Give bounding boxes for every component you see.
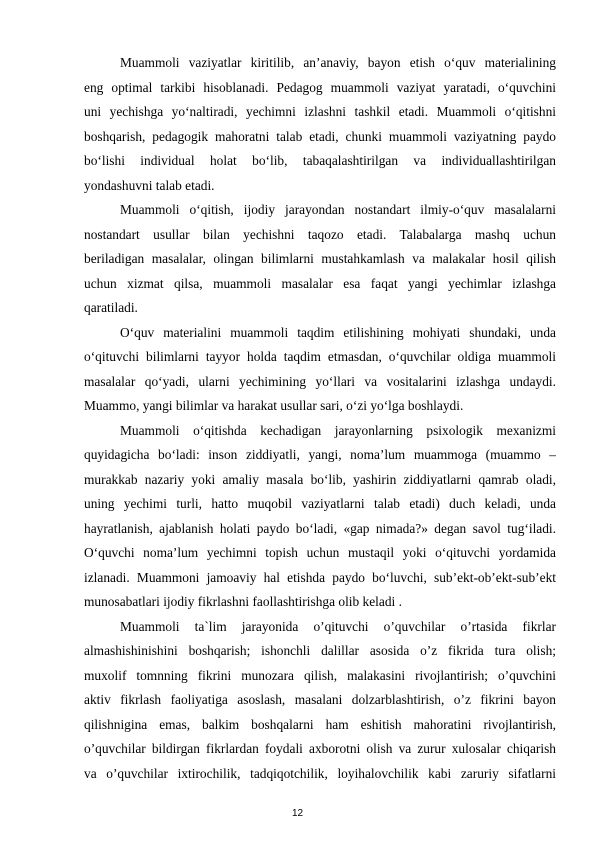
text-line: qilishnigina emas, balkim boshqalarni ham eshitish mahoratini rivojlantirish, — [84, 716, 556, 732]
text-line: Muammo, yangi bilimlar va harakat usullar sari, o‘zi yo‘lga boshlaydi. — [84, 398, 464, 413]
text-line: bo‘lishi individual holat bo‘lib, tabaqalashtirilgan va individuallashtirilgan — [84, 153, 556, 168]
text-line: O‘quv materialini muammoli taqdim etilishining mohiyati shundaki, unda — [120, 324, 556, 340]
text-line: uning yechimi turli, hatto muqobil vaziyatlarni talab etadi) duch keladi, unda — [84, 496, 556, 511]
text-line: aktiv fikrlash faoliyatiga asoslash, masalani dolzarblashtirish, o’z fikrini bayon — [84, 692, 556, 707]
text-line: muxolif tomnning fikrini munozara qilish, malakasini rivojlantirish; o’quvchini — [84, 667, 556, 683]
text-line: uni yechishga yo‘naltiradi, yechimni izlashni tashkil etadi. Muammoli o‘qitishni — [84, 104, 556, 119]
text-line: Muammoli o‘qitishda kechadigan jarayonlarning psixologik mexanizmi — [120, 422, 556, 438]
text-line: eng optimal tarkibi hisoblanadi. Pedagog muammoli vaziyat yaratadi, o‘quvchini — [84, 79, 556, 95]
text-line: O‘quvchi noma’lum yechimni topish uchun mustaqil yoki o‘qituvchi yordamida — [84, 545, 556, 560]
text-line: beriladigan masalalar, olingan bilimlarni mustahkamlash va malakalar hosil qilish — [84, 251, 556, 266]
text-line: munosabatlari ijodiy fikrlashni faollashtirishga olib keladi . — [84, 594, 402, 609]
text-line: o‘qituvchi bilimlarni tayyor holda taqdim etmasdan, o‘quvchilar oldiga muammoli — [84, 349, 556, 364]
text-line: nostandart usullar bilan yechishni taqozo etadi. Talabalarga mashq uchun — [84, 226, 556, 242]
text-line: hayratlanish, ajablanish holati paydo bo‘ladi, «gap nimada?» degan savol tug‘iladi. — [84, 520, 556, 536]
text-line: Muammoli o‘qitish, ijodiy jarayondan nostandart ilmiy-o‘quv masalalarni — [120, 202, 556, 217]
text-line: uchun xizmat qilsa, muammoli masalalar esa faqat yangi yechimlar izlashga — [84, 275, 556, 291]
text-line: izlanadi. Muammoni jamoaviy hal etishda paydo bo‘luvchi, sub’ekt-ob’ekt-sub’ekt — [84, 569, 556, 585]
text-line: o’quvchilar bildirgan fikrlardan foydali axborotni olish va zurur xulosalar chiqarish — [84, 741, 556, 756]
document-page — [84, 51, 556, 786]
text-line: masalalar qo‘yadi, ularni yechimining yo‘llari va vositalarini izlashga undaydi. — [84, 373, 556, 389]
text-line: qaratiladi. — [84, 300, 138, 315]
text-line: yondashuvni talab etadi. — [84, 177, 215, 193]
text-line: boshqarish, pedagogik mahoratni talab etadi, chunki muammoli vaziyatning paydo — [84, 128, 556, 144]
text-line: murakkab nazariy yoki amaliy masala bo‘lib, yashirin ziddiyatlarni qamrab oladi, — [84, 471, 556, 487]
page-number: 12 — [291, 808, 304, 819]
text-line: almashishinishini boshqarish; ishonchli dalillar asosida o’z fikrida tura olish; — [84, 643, 556, 658]
text-line: va o’quvchilar ixtirochilik, tadqiqotchilik, loyihalovchilik kabi zaruriy sifatlarni — [84, 765, 556, 781]
text-line: quyidagicha bo‘ladi: inson ziddiyatli, yangi, noma’lum muammoga (muammo – — [84, 447, 556, 462]
text-line: Muammoli vaziyatlar kiritilib, an’anaviy, bayon etish o‘quv materialining — [120, 55, 556, 70]
text-line: Muammoli ta`lim jarayonida o’qituvchi o’quvchilar o’rtasida fikrlar — [120, 618, 556, 634]
